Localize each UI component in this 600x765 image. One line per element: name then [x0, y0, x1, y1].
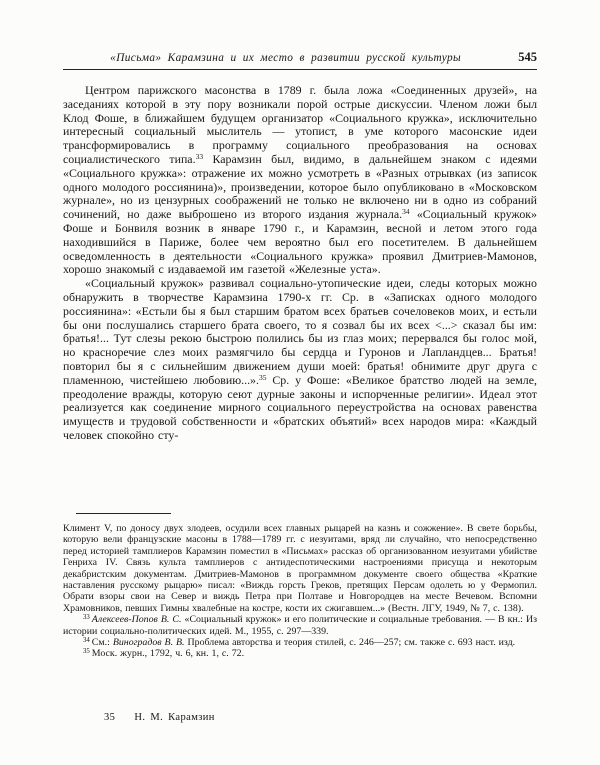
footnote-35-text: Моск. журн., 1792, ч. 6, кн. 1, с. 72.: [91, 648, 245, 660]
paragraph-text: «Социальный кружок» Фоше и Бонвиля возник в январе 1790 г., и Карамзин, весной и летом этого года находившийся в Париже, более чем вероятно был его посетителем. В дальнейшем осведомленность в деятельности «Социального кружка» проявил Дмитриев-Мамонов, хорошо знакомый с издаваемой им газетой «Железные уста».: [63, 207, 537, 277]
footnote-ref-34: 34: [402, 207, 410, 217]
footnote-35-marker: 35: [83, 648, 90, 656]
signature-number: 35: [104, 712, 116, 723]
footnotes: [63, 523, 537, 660]
paragraph-text: Карамзин был, видимо, в дальнейшем знаком с идеями «Социального кружка»: отражение их можно усмотреть в «Разных отрывках (из записок одного молодого россиянина)», произведении, которое было опубликовано в «Московском журнале», но из цензурных соображений не только не включено ни в одно из собраний сочинений, но даже выброшено из второго издания журнала.: [63, 151, 537, 222]
paragraph-text: Центром парижского масонства в 1789 г. была ложа «Соединенных друзей», на заседаниях которой в эту пору возникали порой острые дискуссии. Членом ложи был Клод Фоше, в ближайшем будущем организатор «Социального кружка», исключительно интересный социальный мыслитель — утопист, в уме которого масонские идеи трансформировались в программу социального преобразования на основах социалистического типа.: [63, 83, 537, 166]
footnote-34-author: Виноградов В. В.: [112, 637, 185, 649]
footnote-33-marker: 33: [83, 614, 90, 622]
footnote-33-text: «Социальный кружок» и его политические и социальные требования. — В кн.: Из истории социально-политических идей. М., 1955, с. 297—339.: [63, 614, 537, 637]
running-head: [63, 50, 537, 70]
paragraph-text: «Социальный кружок» развивал социально-утопические идеи, следы которых можно обнаружить в творчестве Карамзина 1790-х гг. Ср. в «Записках одного молодого россиянина»: «Естьли бы я был старшим братом всех братьев сочеловеков моих, и естьли бы они послушались старшего брата своего, то я созвал бы их всех <...> сказал бы им: братья!... Тут слезы рекою быстрою полились бы из глаз моих; перервался бы голос мой, но красноречие слез моих размягчило бы сердца и Гуронов и Лапландцев... Братья! повторил бы я с сильнейшим движением души моей: братья! обнимите друг друга с пламенною, чистейшею любовию...».: [63, 276, 537, 387]
footnote-34: [63, 637, 537, 648]
signature-line: [104, 712, 215, 723]
footnote-34-text: Проблема авторства и теория стилей, с. 246—257; см. также с. 693 наст. изд.: [184, 637, 516, 649]
signature-title: Н. М. Карамзин: [134, 712, 215, 723]
paragraph-text: Ср. у Фоше: «Великое братство людей на земле, преодоление вражды, которую сеют дурные законы и испорченные религии». Идеал этот реализуется как соединение мирного социального переустройства на основах равенства имуществ и трудовой собственности и «братских объятий» всех народов мира: «Каждый человек спокойно сту-: [63, 372, 537, 442]
footnote-34-prefix: См.:: [91, 637, 113, 649]
body-paragraph-2: [63, 277, 537, 443]
footnote-separator: [76, 513, 171, 514]
footnote-ref-33: 33: [195, 151, 204, 161]
footnote-continuation: Климент V, по доносу двух злодеев, осудили всех главных рыцарей на казнь и сожжение». В свете борьбы, которую вели французские масоны в 1788—1789 гг. с иезуитами, вряд ли случайно, что непосредственно перед историей тамплиеров Карамзин поместил в «Письмах» рассказ об организованном иезуитами убийстве Генриха IV. Связь культа тамплиеров с антидеспотическими настроениями присуща и некоторым декабристским документам. Дмитриев-Мамонов в программном документе своего общества «Краткие наставления русскому рыцарю» писал: «Виждь горсть Греков, претящих Персам одолеть ю у Фермопил. Обрати взоры свои на Север и виждь Петра при Полтаве и Новгородцев на месте Вечевом. Вспомни Храмовников, певших Гимны хвалебные на костре, кости их сжигавшем...» (Вестн. ЛГУ, 1949, № 7, с. 138).: [63, 523, 537, 614]
footnote-34-marker: 34: [83, 637, 90, 645]
body-text: [63, 84, 537, 443]
page-number: 545: [518, 50, 537, 64]
footnote-33-author: Алексеев-Попов В. С.: [91, 614, 182, 626]
body-paragraph-1: [63, 84, 537, 277]
footnote-33: [63, 614, 537, 637]
footnote-ref-35: 35: [258, 372, 267, 382]
footnote-35: [63, 648, 537, 659]
running-title: «Письма» Карамзина и их место в развитии русской культуры: [110, 52, 462, 64]
